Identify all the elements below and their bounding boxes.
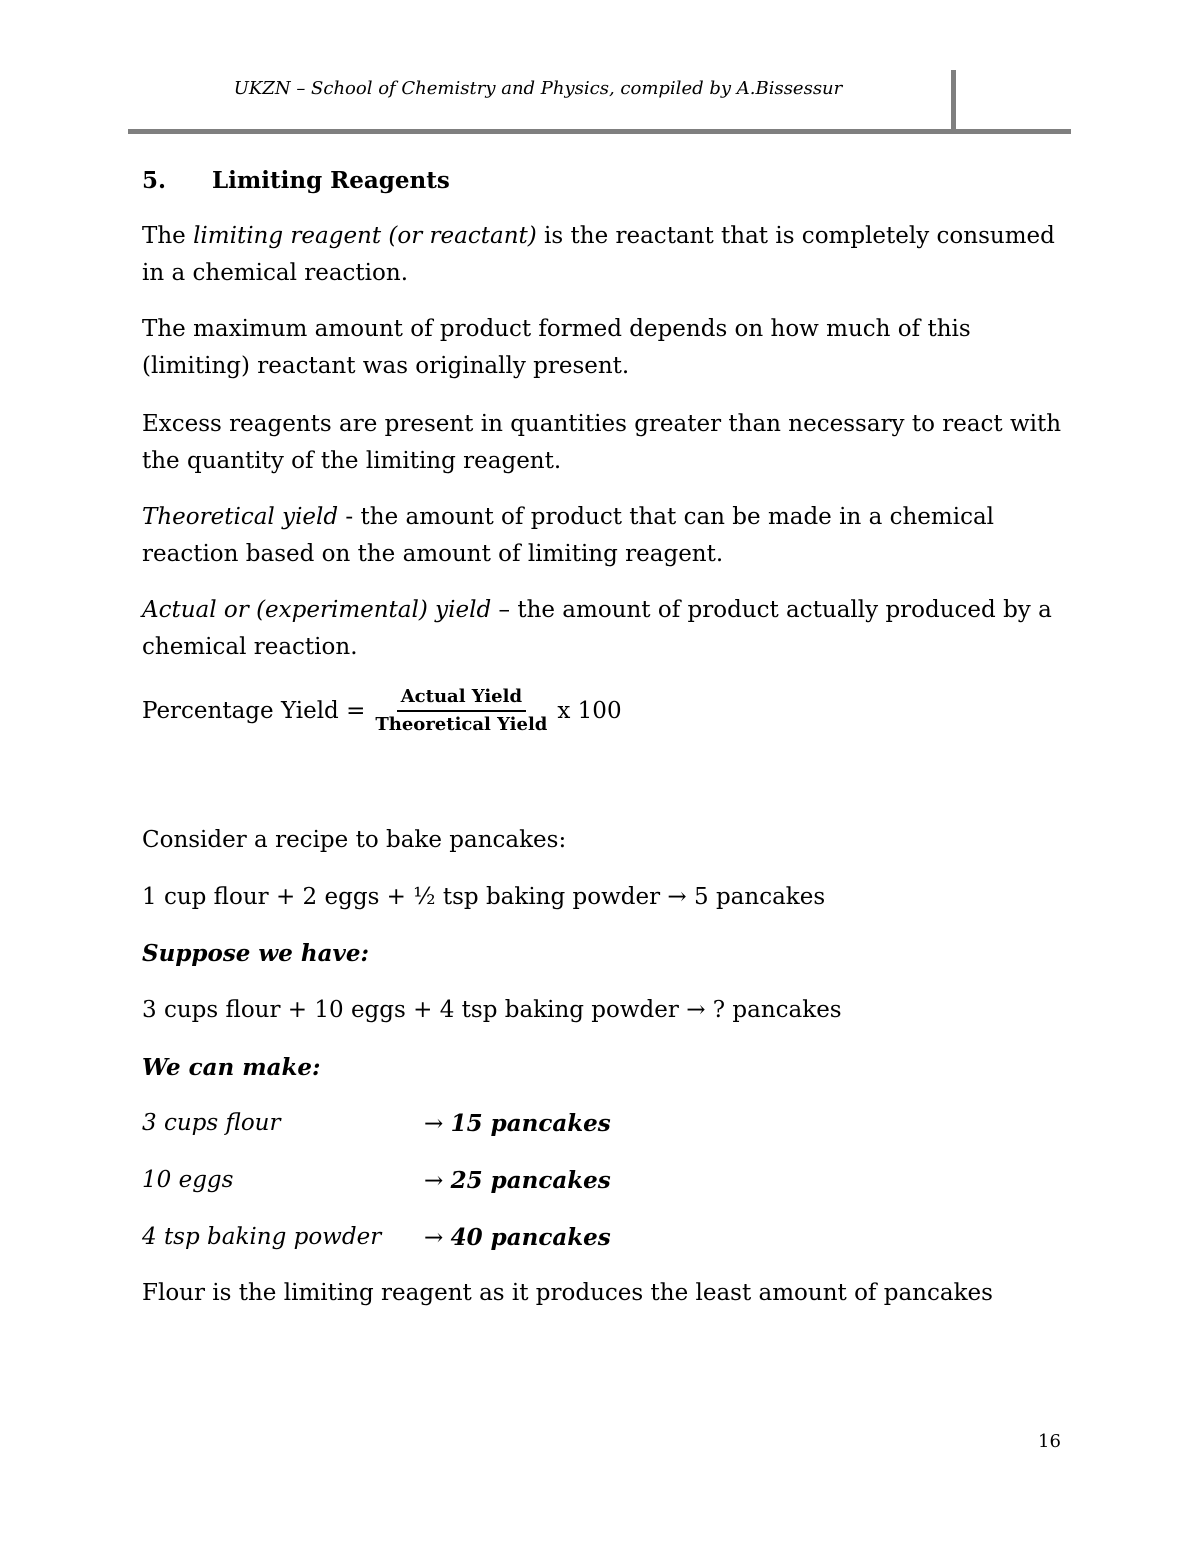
paragraph-1-line-2: in a chemical reaction.	[142, 260, 409, 286]
result-item: 10 eggs	[142, 1167, 234, 1193]
can-make-heading: We can make:	[142, 1054, 321, 1081]
arrow: →	[424, 1111, 451, 1137]
term-limiting-reagent: limiting reagent (or reactant)	[193, 223, 537, 249]
result-count: 25 pancakes	[450, 1167, 611, 1194]
formula-lhs: Percentage Yield =	[142, 697, 366, 724]
section-heading	[142, 162, 450, 199]
paragraph-4-line-1	[142, 499, 994, 536]
have-equation: 3 cups flour + 10 eggs + 4 tsp baking powder → ? pancakes	[142, 997, 842, 1023]
result-row	[142, 1219, 1042, 1256]
arrow: →	[424, 1168, 451, 1194]
formula-fraction	[371, 684, 551, 738]
result-count: 15 pancakes	[450, 1110, 611, 1137]
result-value	[424, 1105, 611, 1143]
result-count: 40 pancakes	[450, 1224, 611, 1251]
paragraph-5-line-1	[142, 592, 1052, 629]
paragraph-4-line-2: reaction based on the amount of limiting reagent.	[142, 541, 724, 567]
text: – the amount of product actually produced by a	[491, 597, 1052, 623]
text: is the reactant that is completely consumed	[536, 223, 1055, 249]
text: The	[142, 223, 194, 249]
page-header: UKZN – School of Chemistry and Physics, compiled by A.Bissessur	[233, 78, 843, 99]
conclusion: Flour is the limiting reagent as it produces the least amount of pancakes	[142, 1280, 993, 1306]
formula-denominator: Theoretical Yield	[375, 714, 548, 735]
result-item: 3 cups flour	[142, 1110, 281, 1136]
formula-rhs: x 100	[557, 697, 622, 724]
section-number: 5.	[142, 167, 167, 194]
header-rule	[128, 129, 1071, 134]
text: - the amount of product that can be made in a chemical	[338, 504, 995, 530]
formula-numerator: Actual Yield	[397, 684, 526, 712]
page-number: 16	[1038, 1431, 1061, 1452]
paragraph-2-line-1: The maximum amount of product formed depends on how much of this	[142, 316, 971, 342]
recipe-equation: 1 cup flour + 2 eggs + ½ tsp baking powder → 5 pancakes	[142, 884, 826, 910]
term-theoretical-yield: Theoretical yield	[142, 504, 339, 530]
recipe-intro: Consider a recipe to bake pancakes:	[142, 827, 567, 853]
paragraph-5-line-2: chemical reaction.	[142, 634, 358, 660]
paragraph-3-line-2: the quantity of the limiting reagent.	[142, 448, 562, 474]
result-value	[424, 1219, 611, 1257]
percentage-yield-formula	[142, 684, 622, 738]
paragraph-1-line-1	[142, 218, 1055, 255]
result-item: 4 tsp baking powder	[142, 1224, 382, 1250]
section-title: Limiting Reagents	[212, 167, 450, 194]
paragraph-2-line-2: (limiting) reactant was originally present.	[142, 353, 630, 379]
result-row	[142, 1105, 1042, 1142]
term-actual-yield: Actual or (experimental) yield	[142, 597, 492, 623]
arrow: →	[424, 1225, 451, 1251]
paragraph-3-line-1: Excess reagents are present in quantities greater than necessary to react with	[142, 411, 1062, 437]
result-value	[424, 1162, 611, 1200]
result-row	[142, 1162, 1042, 1199]
suppose-heading: Suppose we have:	[142, 940, 369, 967]
header-tick	[951, 70, 956, 132]
